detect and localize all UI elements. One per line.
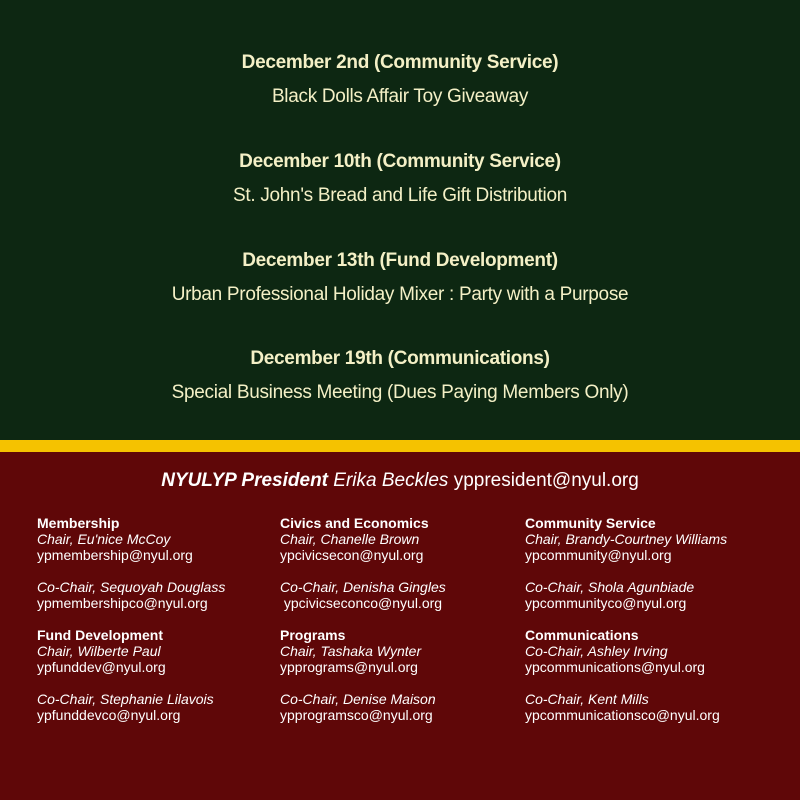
event-description: Special Business Meeting (Dues Paying Members Only) (171, 382, 629, 403)
committee-name: Civics and Economics (280, 515, 429, 531)
event-item (0, 50, 800, 110)
president-name: Erika Beckles (333, 470, 449, 491)
cochair-name: Co-Chair, Sequoyah Douglass (37, 579, 226, 595)
event-date: December 10th (Community Service) (239, 151, 561, 172)
cochair-name: Co-Chair, Kent Mills (525, 691, 649, 707)
cochair-name: Co-Chair, Shola Agunbiade (525, 579, 695, 595)
cochair-name: Co-Chair, Denisha Gingles (280, 579, 446, 595)
chair-email[interactable]: ypcivicsecon@nyul.org (280, 547, 424, 563)
chair-name: Chair, Eu'nice McCoy (37, 531, 171, 547)
cochair-email[interactable]: ypmembershipco@nyul.org (37, 595, 208, 611)
event-item (0, 248, 800, 308)
cochair-email[interactable]: ypcivicseconco@nyul.org (280, 595, 443, 611)
chair-email[interactable]: ypcommunications@nyul.org (525, 659, 705, 675)
chair-name: Chair, Brandy-Courtney Williams (525, 531, 728, 547)
chair-name: Chair, Wilberte Paul (37, 643, 161, 659)
cochair-email[interactable]: ypprogramsco@nyul.org (280, 707, 433, 723)
event-description: Urban Professional Holiday Mixer : Party with a Purpose (171, 284, 629, 305)
event-item (0, 149, 800, 209)
president-line (0, 470, 800, 492)
chair-email[interactable]: ypcommunity@nyul.org (525, 547, 672, 563)
cochair-email[interactable]: ypcommunityco@nyul.org (525, 595, 687, 611)
cochair-email[interactable]: ypfunddevco@nyul.org (37, 707, 181, 723)
committee-name: Fund Development (37, 627, 164, 643)
committee-civics-economics (280, 515, 446, 611)
chair-email[interactable]: ypprograms@nyul.org (280, 659, 418, 675)
event-date: December 2nd (Community Service) (241, 52, 559, 73)
committee-programs (280, 627, 436, 723)
committee-communications (525, 627, 720, 723)
chair-name: Chair, Tashaka Wynter (280, 643, 422, 659)
committee-name: Membership (37, 515, 120, 531)
committee-name: Programs (280, 627, 346, 643)
gold-divider (0, 440, 800, 452)
chair-name: Chair, Chanelle Brown (280, 531, 420, 547)
cochair-name: Co-Chair, Stephanie Lilavois (37, 691, 214, 707)
committee-name: Communications (525, 627, 639, 643)
chair-email[interactable]: ypmembership@nyul.org (37, 547, 193, 563)
event-date: December 13th (Fund Development) (242, 250, 558, 271)
committee-name: Community Service (525, 515, 656, 531)
cochair-email[interactable]: ypcommunicationsco@nyul.org (525, 707, 720, 723)
chair-email[interactable]: ypfunddev@nyul.org (37, 659, 166, 675)
committee-membership (37, 515, 225, 611)
president-email[interactable]: yppresident@nyul.org (453, 470, 639, 491)
event-description: Black Dolls Affair Toy Giveaway (271, 86, 529, 107)
event-date: December 19th (Communications) (250, 348, 550, 369)
event-item (0, 346, 800, 406)
committee-community-service (525, 515, 727, 611)
cochair-name: Co-Chair, Denise Maison (280, 691, 436, 707)
chair-name: Co-Chair, Ashley Irving (525, 643, 668, 659)
committee-fund-development (37, 627, 214, 723)
president-title: NYULYP President (161, 470, 329, 491)
contacts-panel (0, 452, 800, 800)
event-description: St. John's Bread and Life Gift Distribution (233, 185, 567, 206)
